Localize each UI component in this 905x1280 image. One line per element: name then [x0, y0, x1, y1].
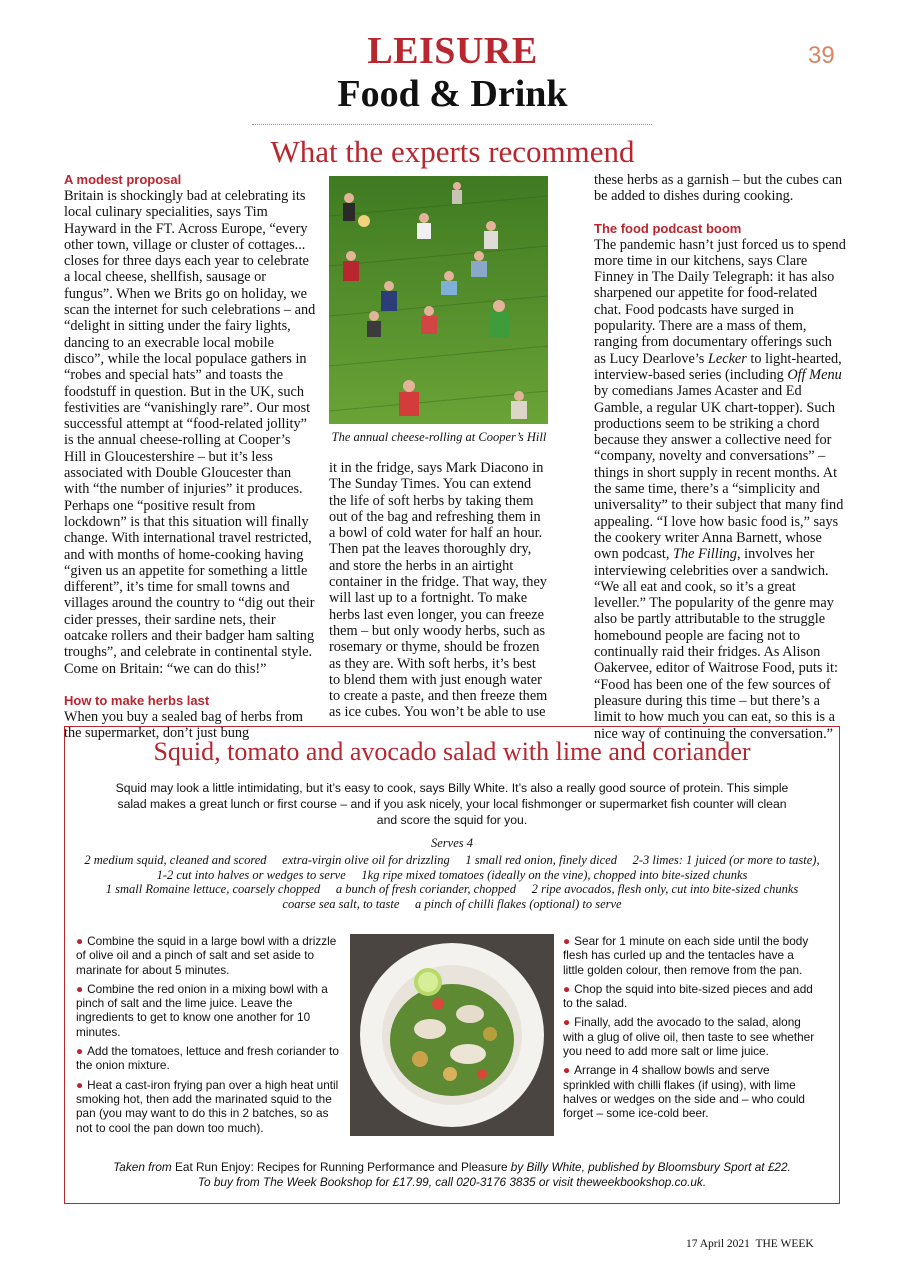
ingredient: 2 medium squid, cleaned and scored [84, 853, 267, 867]
bullet-icon: ● [76, 934, 84, 948]
recipe-ingredients [78, 853, 826, 911]
ingredient: a bunch of fresh coriander, chopped [335, 882, 516, 897]
ingredient: coarse sea salt, to taste [282, 896, 400, 911]
bullet-icon: ● [563, 934, 571, 948]
article-body-modest-proposal: Britain is shockingly bad at celebrating its local culinary specialities, says Tim Hayward in the FT. Across Europe, “every other town, village or cluster of cottages... closes for three days each year to celebrate a local cheese, shellfish, sausage or fungus”. When we Brits go on holiday, we scan the internet for such celebrations – and “delight in sitting under the fairy lights, dancing to an execrable local mobile disco”, while the local populace gathers in “robes and special hats” and toasts the foodstuff in question. But in the UK, such festivities are “vanishingly rare”. Our most successful attempt at “food-related jollity” is the annual cheese-rolling at Cooper’s Hill in Gloucestershire – but it’s less associated with Double Gloucester than with “the number of injuries” it produces. Perhaps one “positive result from lockdown” is that this situation will finally change. With international travel restricted, and with months of home-cooking having “given us an appetite for something a little different”, it’s time for small towns and villages around the country to “dig out their cider presses, their sardine nets, their oatcake rollers and their badger ham salting troughs”, and celebrate in continental style. Come on Britain: “we can do this!” [64, 188, 316, 677]
ingredient: a pinch of chilli flakes (optional) to serve [415, 896, 622, 911]
ingredient: 1 small Romaine lettuce, coarsely chopped [105, 882, 321, 897]
article-kicker-podcast: The food podcast boom [594, 220, 742, 236]
article-body-herbs-part3: these herbs as a garnish – but the cubes can be added to dishes during cooking. [594, 172, 843, 205]
page-number: 39 [808, 42, 835, 69]
recipe-step: ● Heat a cast-iron frying pan over a high heat until smoking hot, then add the marinated squid to the pan (you may want to do this in 2 batches, so as not to cool the pan down too much). [76, 1077, 339, 1135]
divider [252, 124, 652, 125]
recipe-step: ● Arrange in 4 shallow bowls and serve sprinkled with chilli flakes (if using), with lime halves or wedges on the side and – who could forget – some ice-cold beer. [563, 1063, 805, 1121]
cheese-rolling-illustration [329, 176, 548, 424]
article-body-podcast: The pandemic hasn’t just forced us to spend more time in our kitchens, says Clare Finney in The Daily Telegraph: it has also sharpened our appetite for food-related chat. Food podcasts have surged in popularity. There are a mass of them, ranging from documentary offerings such as Lucy Dearlove’s Lecker to light-hearted, interview-based series (including Off Menu by comedians James Acaster and Ed Gamble, a regular UK chart-topper). Such productions seem to be striking a chord because they answer a collective need for “company, novelty and conversations” – things in short supply in recent months. At the same time, there’s a “simplicity and universality” to their subject that many find appealing. “I love how basic food is,” says the cookery writer Anna Barnett, whose own podcast, The Filling, involves her interviewing celebrities over a sandwich. “We all eat and cook, so it’s a great leveller.” The popularity of the genre may also be partly attributable to the struggle homebound people are facing not to continually raid their fridges. As Alison Oakervee, editor of Waitrose Food, puts it: “Food has been one of the few sources of pleasure during this time – but there’s a limit to how much you can eat, so this is a nice way of continuing the conversation.” [594, 236, 846, 742]
bullet-icon: ● [76, 981, 84, 996]
recipe-serves: Serves 4 [431, 836, 473, 850]
article-kicker-herbs: How to make herbs last [64, 692, 210, 708]
bullet-icon: ● [563, 1015, 571, 1030]
recipe-step: ● Combine the squid in a large bowl with a drizzle of olive oil and a pinch of salt and set aside to marinate for about 5 minutes. [76, 934, 337, 977]
issue-date: 17 April 2021 [686, 1238, 750, 1250]
page-headline: What the experts recommend [270, 134, 635, 169]
photo-caption: The annual cheese-rolling at Cooper’s Hill [331, 430, 547, 444]
column-2 [329, 460, 549, 721]
salad-illustration [350, 934, 554, 1136]
recipe-title: Squid, tomato and avocado salad with lime and coriander [153, 737, 751, 766]
recipe-step: ● Combine the red onion in a mixing bowl with a pinch of salt and the lime juice. Leave the ingredients to get to know one another for 10 minutes. [76, 981, 328, 1039]
salad-dish-photo [350, 934, 554, 1136]
recipe-intro: Squid may look a little intimidating, but it’s easy to cook, says Billy White. It’s also a really good source of protein. This simple salad makes a great lunch or first course – and if you ask nicely, your local fishmonger or supermarket fish counter will clean and score the squid for you. [115, 781, 789, 827]
bullet-icon: ● [76, 1044, 84, 1059]
article-kicker-modest-proposal: A modest proposal [64, 172, 182, 187]
ingredient: extra-virgin olive oil for drizzling [282, 853, 450, 867]
page-footer [686, 1238, 814, 1250]
ingredient: 2 ripe avocados, flesh only, cut into bite-sized chunks [531, 882, 799, 897]
bullet-icon: ● [563, 1063, 571, 1078]
recipe-step: ● Sear for 1 minute on each side until the body flesh has curled up and the tentacles have a little golden colour, then remove from the pan. [563, 934, 809, 977]
recipe-credit: Taken from Eat Run Enjoy: Recipes for Running Performance and Pleasure by Billy White, published by Bloomsbury Sport at £22. To buy from The Week Bookshop for £17.99, call 020-3176 3835 or visit theweekbookshop.co.uk. [113, 1160, 791, 1189]
ingredient: 1 small red onion, finely diced [465, 853, 617, 867]
article-body-herbs-part1: When you buy a sealed bag of herbs from the supermarket, don’t just bung [64, 708, 303, 742]
cheese-rolling-photo [329, 176, 548, 424]
recipe-step: ● Chop the squid into bite-sized pieces and add to the salad. [563, 981, 813, 1011]
section-title: LEISURE [367, 30, 538, 72]
ingredient: 1kg ripe mixed tomatoes (ideally on the vine), chopped into bite-sized chunks [361, 867, 748, 882]
bullet-icon: ● [76, 1077, 84, 1092]
subsection-title: Food & Drink [337, 73, 568, 115]
column-1 [64, 172, 316, 742]
ingredient: 2-3 limes: 1 juiced (or more to taste), 1-2 cut into halves or wedges to serve [156, 853, 820, 882]
article-body-herbs-part2: it in the fridge, says Mark Diacono in The Sunday Times. You can extend the life of soft herbs by taking them out of the bag and refreshing them in a bowl of cold water for half an hour. Then pat the leaves thoroughly dry, and store the herbs in an airtight container in the fridge. That way, they will last up to a fortnight. To make herbs last even longer, you can freeze them – but only woody herbs, such as rosemary or thyme, should be frozen as they are. With soft herbs, it’s best to blend them with just enough water to create a paste, and then freeze them as ice cubes. You won’t be able to use [329, 460, 548, 721]
recipe-steps-left [76, 934, 344, 1140]
recipe-steps-right [563, 934, 815, 1126]
column-3 [594, 172, 846, 742]
recipe-step: ● Add the tomatoes, lettuce and fresh coriander to the onion mixture. [76, 1044, 339, 1073]
publication-name: THE WEEK [755, 1238, 814, 1250]
bullet-icon: ● [563, 981, 571, 996]
recipe-step: ● Finally, add the avocado to the salad, along with a glug of olive oil, then taste to see whether you need to add more salt or lime juice. [563, 1015, 815, 1059]
